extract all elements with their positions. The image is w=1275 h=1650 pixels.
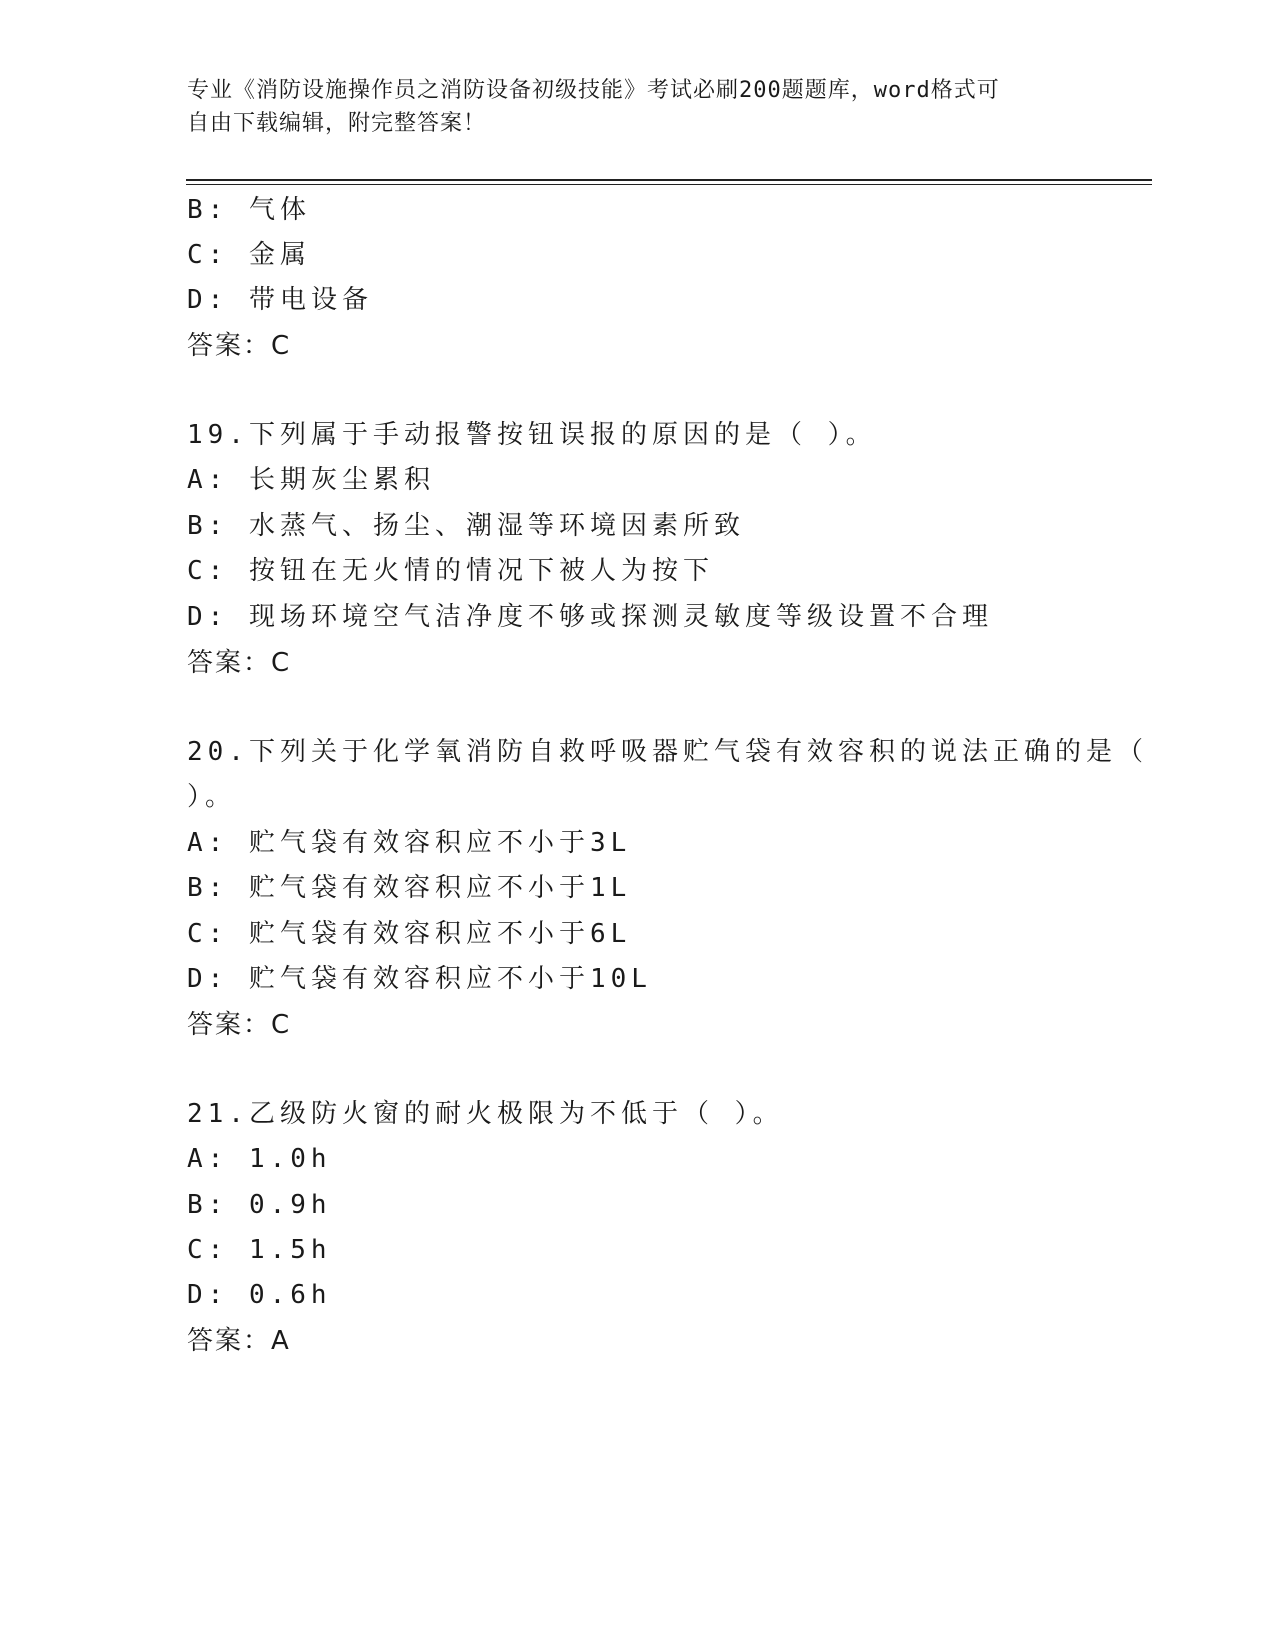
q19-question: 19.下列属于手动报警按钮误报的原因的是（ ）。 <box>187 420 877 450</box>
q18-answer: 答案：C <box>187 331 292 361</box>
q21-option-b: B: 0.9h <box>187 1190 332 1220</box>
q18-option-b: B: 气体 <box>187 195 311 225</box>
header-divider-thick <box>186 179 1152 181</box>
q21-answer: 答案：A <box>187 1326 291 1356</box>
q20-option-b: B: 贮气袋有效容积应不小于1L <box>187 873 632 903</box>
q19-answer: 答案：C <box>187 648 292 678</box>
q19-option-b: B: 水蒸气、扬尘、潮湿等环境因素所致 <box>187 511 745 541</box>
q20-question-line-1: 20.下列关于化学氧消防自救呼吸器贮气袋有效容积的说法正确的是（ <box>187 737 1148 767</box>
q19-option-c: C: 按钮在无火情的情况下被人为按下 <box>187 556 714 586</box>
q20-question-line-2: ）。 <box>187 782 237 812</box>
q20-option-d: D: 贮气袋有效容积应不小于10L <box>187 964 652 994</box>
q20-option-a: A: 贮气袋有效容积应不小于3L <box>187 828 632 858</box>
q21-option-a: A: 1.0h <box>187 1144 332 1174</box>
q18-option-c: C: 金属 <box>187 240 311 270</box>
q19-option-d: D: 现场环境空气洁净度不够或探测灵敏度等级设置不合理 <box>187 602 993 632</box>
q21-option-d: D: 0.6h <box>187 1280 332 1310</box>
q20-option-c: C: 贮气袋有效容积应不小于6L <box>187 919 632 949</box>
document-header <box>187 74 1087 140</box>
header-line-2: 自由下载编辑，附完整答案！ <box>187 111 487 136</box>
q19-option-a: A: 长期灰尘累积 <box>187 465 435 495</box>
header-divider-thin <box>186 184 1152 185</box>
header-line-1: 专业《消防设施操作员之消防设备初级技能》考试必刷200题题库，word格式可 <box>187 78 1000 103</box>
q18-option-d: D: 带电设备 <box>187 285 373 315</box>
q20-answer: 答案：C <box>187 1010 292 1040</box>
q21-option-c: C: 1.5h <box>187 1235 332 1265</box>
q21-question: 21.乙级防火窗的耐火极限为不低于（ ）。 <box>187 1099 784 1129</box>
